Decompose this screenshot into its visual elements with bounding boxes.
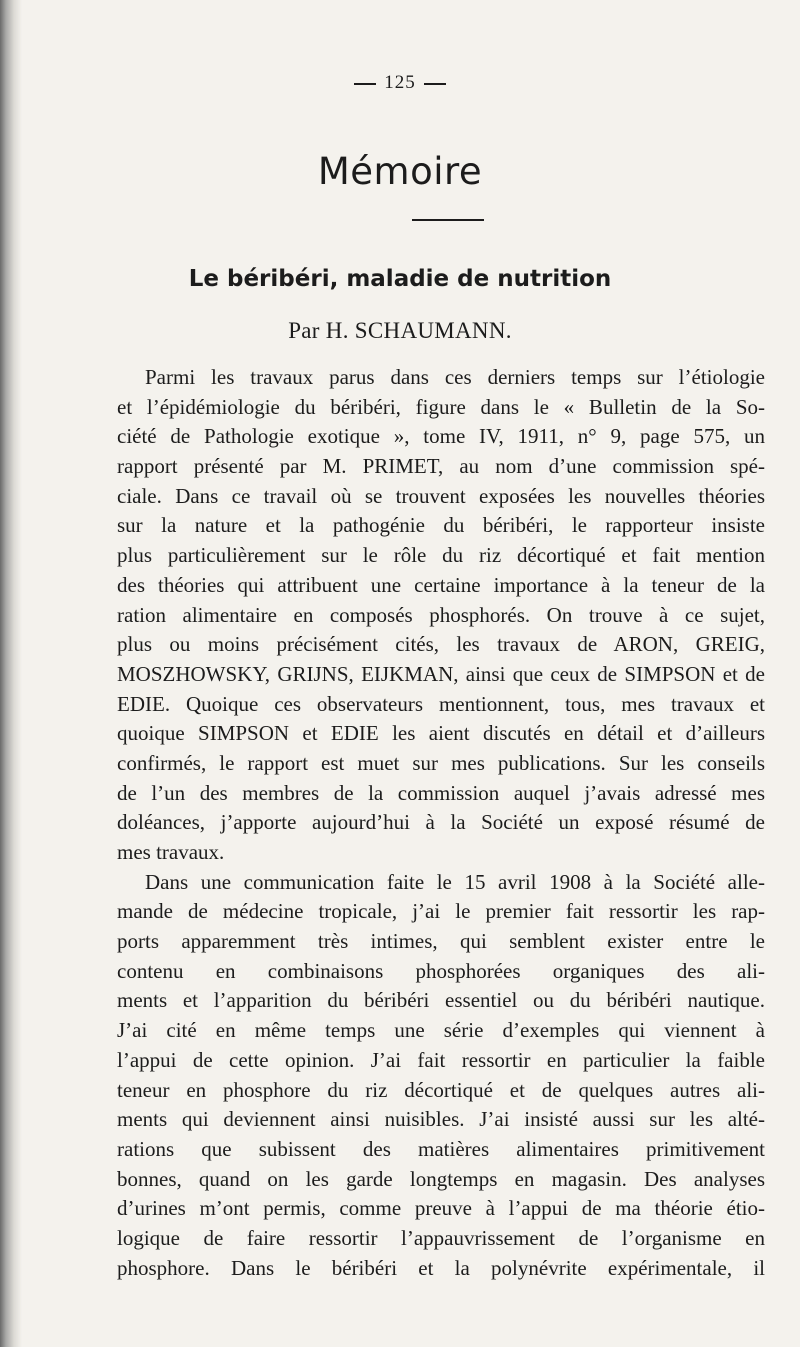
text-line: rations que subissent des matières alimentaires primitivement	[117, 1136, 765, 1161]
page-number-header	[0, 72, 800, 94]
text-line: J’ai cité en même temps une série d’exemples qui viennent à	[117, 1018, 765, 1043]
text-line: ments et l’apparition du béribéri essentiel ou du béribéri nautique.	[117, 988, 765, 1013]
text-line: l’appui de cette opinion. J’ai fait ressortir en particulier la faible	[117, 1047, 765, 1072]
text-line: plus particulièrement sur le rôle du riz décortiqué et fait mention	[117, 543, 765, 568]
author-byline: Par H. SCHAUMANN.	[288, 318, 512, 343]
paragraph-2	[117, 868, 765, 1284]
text-line: des théories qui attribuent une certaine importance à la teneur de la	[117, 572, 765, 597]
text-line: contenu en combinaisons phosphorées organiques des ali-	[117, 958, 765, 983]
left-dash	[354, 83, 376, 85]
text-line: EDIE. Quoique ces observateurs mentionnent, tous, mes travaux et	[117, 691, 765, 716]
text-line: quoique SIMPSON et EDIE les aient discutés en détail et d’ailleurs	[117, 721, 765, 746]
text-line: rapport présenté par M. PRIMET, au nom d’une commission spé-	[117, 454, 765, 479]
text-line: Parmi les travaux parus dans ces derniers temps sur l’étiologie	[145, 365, 765, 389]
document-title: Mémoire	[317, 150, 483, 193]
text-line: plus ou moins précisément cités, les travaux de ARON, GREIG,	[117, 632, 765, 657]
text-line: sur la nature et la pathogénie du béribéri, le rapporteur insiste	[117, 513, 765, 538]
text-line: MOSZHOWSKY, GRIJNS, EIJKMAN, ainsi que ceux de SIMPSON et de	[117, 661, 765, 686]
article-body	[117, 363, 765, 1283]
article-subtitle: Le béribéri, maladie de nutrition	[188, 266, 612, 292]
text-line: ports apparemment très intimes, qui semblent exister entre le	[117, 929, 765, 954]
page-number: 125	[384, 72, 416, 93]
text-line: bonnes, quand on les garde longtemps en magasin. Des analyses	[117, 1166, 765, 1191]
title-rule	[412, 219, 484, 221]
text-line: Dans une communication faite le 15 avril 1908 à la Société alle-	[145, 869, 765, 894]
text-line: phosphore. Dans le béribéri et la polynévrite expérimentale, il	[117, 1255, 765, 1280]
text-line: ration alimentaire en composés phosphorés. On trouve à ce sujet,	[117, 602, 765, 627]
text-line: teneur en phosphore du riz décortiqué et de quelques autres ali-	[117, 1077, 765, 1102]
book-gutter-shadow	[0, 0, 22, 1347]
text-line: de l’un des membres de la commission auquel j’avais adressé mes	[117, 780, 765, 805]
text-line: mande de médecine tropicale, j’ai le premier fait ressortir les rap-	[117, 899, 765, 924]
text-line: doléances, j’apporte aujourd’hui à la Société un exposé résumé de	[117, 810, 765, 835]
text-line: logique de faire ressortir l’appauvrissement de l’organisme en	[117, 1225, 765, 1250]
text-line: d’urines m’ont permis, comme preuve à l’appui de ma théorie étio-	[117, 1196, 765, 1221]
text-line: mes travaux.	[117, 840, 225, 864]
text-line: ments qui deviennent ainsi nuisibles. J’ai insisté aussi sur les alté-	[117, 1107, 765, 1132]
text-line: confirmés, le rapport est muet sur mes publications. Sur les conseils	[117, 750, 765, 775]
paragraph-1	[117, 363, 765, 868]
text-line: ciale. Dans ce travail où se trouvent exposées les nouvelles théories	[117, 483, 765, 508]
right-dash	[424, 83, 446, 85]
text-line: ciété de Pathologie exotique », tome IV, 1911, n° 9, page 575, un	[117, 424, 765, 449]
text-line: et l’épidémiologie du béribéri, figure dans le « Bulletin de la So-	[117, 394, 765, 419]
